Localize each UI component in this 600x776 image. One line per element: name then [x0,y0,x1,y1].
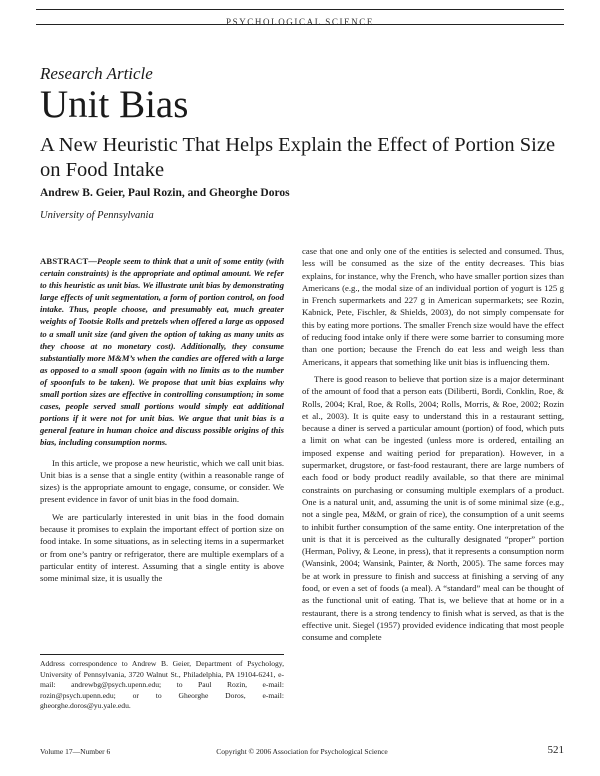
header-rule-bottom [36,24,564,25]
correspondence-note: Address correspondence to Andrew B. Geier, Department of Psychology, University of Pennsylvania, 3720 Walnut St., Philadelphia, PA 19104-6241, e-mail: andrewbg@psych.upenn.edu; to Paul Rozin, e-mail: rozin@psych.upenn.edu; or to Gheorghe Doros, e-mail: gheorghe.doros@yu.yale.edu. [40,659,284,711]
footer-copyright: Copyright © 2006 Association for Psychological Science [216,747,388,756]
affiliation: University of Pennsylvania [40,210,154,221]
body-paragraph: There is good reason to believe that portion size is a major determinant of the amount of food that a person eats (Diliberti, Bordi, Conklin, Roe, & Rolls, 2004; Kral, Roe, & Rolls, 2004; Rolls, Morris, & Roe, 2002; Rozin et al., 2003). It is quite easy to understand this in a restaurant setting, because a diner is served a particular amount (portion) of food, which puts a limit on what can be ingested (unless more is ordered, entailing an imposed expense and waiting period for preparation). However, in a supermarket, drugstore, or fast-food restaurant, there are large numbers of each food or body product readily available, so that there are minimal constraints on purchasing or consuming multiple exemplars of a product. One is a natural unit, and, assuming the unit is of some minimal size (e.g., not a single pea, M&M, or grain of rice), the consumption of a unit seems to inhibit further consumption of the same entity. One interpretation of the unit is that it is perceived as the culturally designated “proper” portion (Herman, Polivy, & Leone, in press), that it represents a consumption norm (Wansink, 2004; Wansink, Painter, & North, 2005). The same forces may be at work in pressure to finish and success at finishing a serving of any food, or even a set of foods (a meal). A “standard” meal can be thought of as the functional unit of eating. That is, we believe that at home or in a restaurant, there is a strong tendency to finish what is served, as that is the effective unit. Siegel (1957) provided evidence indicating that most people consume and complete [302,373,564,643]
body-paragraph: We are particularly interested in unit bias in the food domain because it promises to explain the important effect of portion size on food intake. In some situations, as in selecting items in a supermarket or from one’s pantry or refrigerator, there are multiple exemplars of a particular entity of interest. Assuming that a single entity is above some minimal size, it is usually the [40,511,284,584]
abstract [40,255,284,449]
abstract-label: ABSTRACT [40,256,89,266]
article-subtitle: A New Heuristic That Helps Explain the Effect of Portion Size on Food Intake [40,134,556,181]
footer-volume: Volume 17—Number 6 [40,747,111,756]
left-column [40,255,284,584]
page-number: 521 [547,744,564,756]
body-paragraph: In this article, we propose a new heuristic, which we call unit bias. Unit bias is a sense that a single entity (within a reasonable range of sizes) is the appropriate amount to engage, consume, or consider. We present evidence in favor of unit bias in the food domain. [40,457,284,505]
journal-name: PSYCHOLOGICAL SCIENCE [225,17,375,27]
article-type: Research Article [40,64,153,83]
page-footer [40,746,564,760]
body-paragraph: case that one and only one of the entities is selected and consumed. Thus, less will be consumed as the size of the entity decreases. This bias explains, for instance, why the French, who have smaller portion sizes than Americans (e.g., the modal size of an individual portion of yogurt is 125 g in French supermarkets and 227 g in American supermarkets; see Rozin, Kabnick, Pete, Fischler, & Shields, 2003), do not simply compensate for this by eating more portions. The smaller French size would have the effect of reducing food intake only if there were some barrier to consuming more than one portion; because the French do eat less and weigh less than Americans, it appears that something like unit bias is influencing them. [302,246,564,367]
journal-header [0,10,600,29]
right-column [302,245,564,644]
article-title: Unit Bias [40,83,189,126]
abstract-text: —People seem to think that a unit of some entity (with certain constraints) is the appropriate and optimal amount. We refer to this heuristic as unit bias. We illustrate unit bias by demonstrating large effects of unit segmentation, a form of portion control, on food intake. Thus, people choose, and presumably eat, much greater weights of Tootsie Rolls and pretzels when offered a large as opposed to a small unit size (and given the option of taking as many units as they choose at no monetary cost). Additionally, they consume substantially more M&M’s when the candies are offered with a large as opposed to a small spoon (again with no limits as to the number of spoonfuls to be taken). We propose that unit bias explains why small portion sizes are effective in controlling consumption; in some cases, people served small portions would simply eat additional portions if it were not for unit bias. We argue that unit bias is a general feature in human choice and discuss possible origins of this bias, including consumption norms. [40,256,284,448]
author-list: Andrew B. Geier, Paul Rozin, and Gheorghe Doros [40,187,290,199]
footnote-rule [40,654,284,655]
